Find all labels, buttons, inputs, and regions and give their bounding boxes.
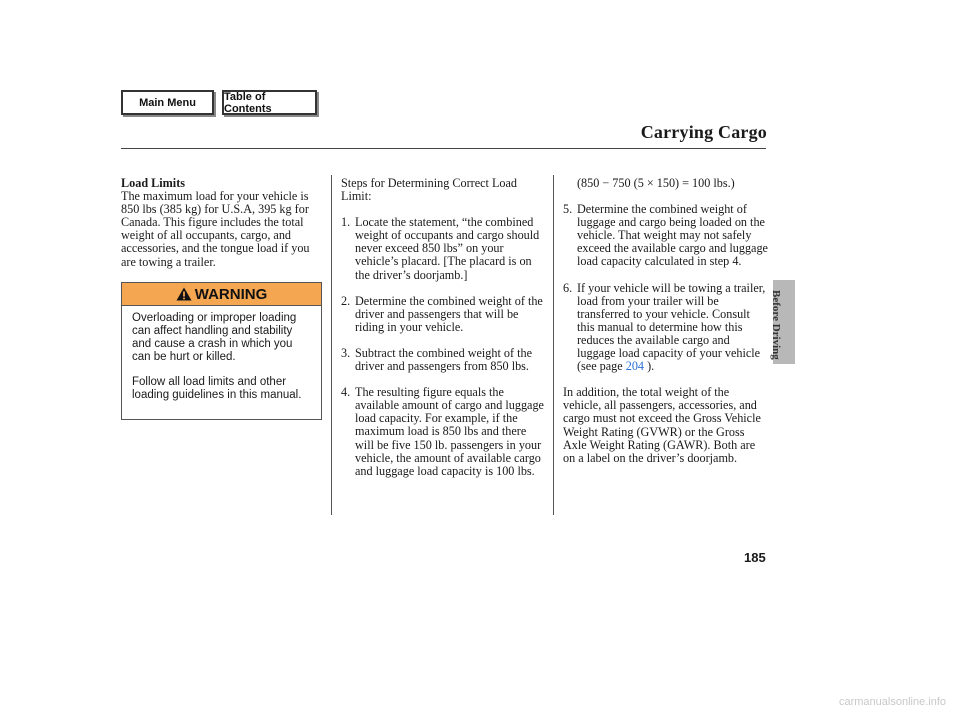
list-item [341, 216, 546, 281]
warning-body [122, 306, 321, 402]
step-text: Determine the combined weight of luggage and cargo being loaded on the vehicle. That weight may not safely exceed the available cargo and luggage load capacity calculated in step 4. [577, 202, 768, 269]
warning-paragraph: Overloading or improper loading can affect handling and stability and cause a crash in which you can be hurt or killed. [132, 312, 297, 363]
list-item [341, 386, 546, 478]
watermark: carmanualsonline.info [838, 696, 946, 708]
step-text: Determine the combined weight of the driver and passengers that will be riding in your vehicle. [355, 293, 543, 334]
list-item [341, 347, 546, 373]
table-of-contents-button[interactable]: Table of Contents [222, 90, 317, 115]
warning-header [122, 283, 321, 306]
section-tab-label: Before Driving [770, 290, 782, 360]
intro-paragraph: The maximum load for your vehicle is 850 lbs (385 kg) for U.S.A, 395 kg for Canada. This figure includes the total weight of all occupants, cargo, and accessories, and the tongue load if you are towing a trailer. [121, 189, 310, 269]
list-item [563, 203, 768, 268]
main-menu-button[interactable]: Main Menu [121, 90, 214, 115]
warning-icon [176, 287, 192, 301]
warning-box [121, 282, 322, 420]
step-number: 2. [341, 293, 351, 308]
step-text-part: If your vehicle will be towing a trailer, load from your trailer will be transferred to your vehicle. Consult this manual to determine how this reduces the available cargo and luggage load capacity of your vehicle (see page [577, 280, 766, 374]
step-text: Subtract the combined weight of the driver and passengers from 850 lbs. [355, 345, 533, 374]
step-number: 3. [341, 345, 351, 360]
step-number: 1. [341, 215, 351, 230]
column-right [563, 177, 768, 465]
step-text: The resulting figure equals the available amount of cargo and luggage load capacity. For example, if the maximum load is 850 lbs and there will be five 150 lb. passengers in your vehicle, the amount of available cargo and luggage load capacity is 100 lbs. [355, 385, 544, 478]
steps-list [341, 216, 546, 478]
column-divider [331, 175, 332, 515]
closing-paragraph: In addition, the total weight of the vehicle, all passengers, accessories, and cargo must not exceed the Gross Vehicle Weight Rating (GVWR) or the Gross Axle Weight Rating (GAWR). Both are on a label on the driver’s doorjamb. [563, 385, 761, 465]
list-item [341, 295, 546, 334]
step-number: 4. [341, 385, 351, 400]
title-divider [121, 148, 766, 149]
step-text [577, 282, 768, 374]
step-text: Locate the statement, “the combined weight of occupants and cargo should never exceed 850 lbs” on your vehicle’s placard. [The placard is on the driver’s doorjamb.] [355, 215, 540, 282]
warning-paragraph: Follow all load limits and other loading guidelines in this manual. [132, 376, 302, 401]
column-middle [341, 177, 546, 478]
page-title: Carrying Cargo [640, 122, 767, 142]
column-left [121, 177, 323, 269]
step-text-part: ). [644, 359, 655, 374]
formula: (850 − 750 (5 × 150) = 100 lbs.) [577, 176, 735, 190]
page-link[interactable]: 204 [625, 359, 645, 374]
warning-label: WARNING [194, 285, 268, 303]
steps-lead: Steps for Determining Correct Load Limit: [341, 176, 517, 204]
page-number: 185 [744, 550, 766, 565]
section-heading: Load Limits [121, 176, 185, 190]
step-number: 5. [563, 202, 573, 217]
column-divider [553, 175, 554, 515]
step-number: 6. [563, 280, 573, 295]
list-item [563, 282, 768, 374]
